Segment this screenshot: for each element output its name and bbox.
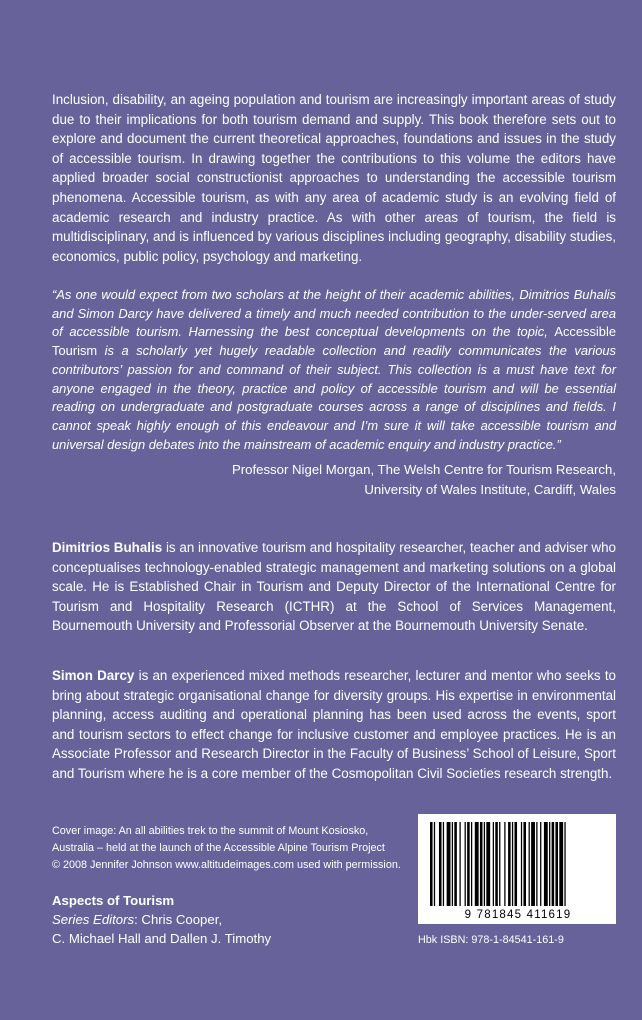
quote-book-title: Accessible Tourism (52, 324, 616, 359)
endorsement-quote (52, 286, 616, 454)
cover-credit-line-1: Cover image: An all abilities trek to the summit of Mount Kosiosko, (52, 825, 369, 837)
series-editors-line-1 (52, 910, 412, 929)
editor-bio-text-darcy: is an experienced mixed methods researcher, lecturer and mentor who seeks to bring about strategic organisational change for diversity groups. His expertise in environmental planning, access auditing and operational planning has been used across the events, sport and tourism sectors to effect change for inclusive customer and employee practices. He is an Associate Professor and Research Director in the Faculty of Business’ School of Leisure, Sport and Tourism where he is a core member of the Cosmopolitan Civil Societies research strength. (52, 668, 616, 781)
cover-image-credit (52, 823, 412, 873)
barcode-icon (418, 814, 616, 924)
editor-name-darcy: Simon Darcy (52, 668, 135, 683)
isbn-text: Hbk ISBN: 978-1-84541-161-9 (418, 934, 564, 946)
cover-credit-line-2: Australia – held at the launch of the Accessible Alpine Tourism Project (52, 841, 385, 854)
editor-name-buhalis: Dimitrios Buhalis (52, 540, 163, 555)
editor-bio-buhalis (52, 538, 616, 636)
isbn-barcode (418, 814, 616, 924)
series-editors-label: Series Editors (52, 912, 135, 928)
attribution-line-2: University of Wales Institute, Cardiff, Wales (364, 481, 616, 497)
quote-part-2: is a scholarly yet hugely readable collection and readily communicates the various contributors’ passion for and command of their subject. This collection is a must have text for anyone engaged in the theory, practice and policy of accessible tourism and will be essential reading on undergraduate and postgraduate courses across a range of disciplines and fields. I cannot speak highly enough of this endeavour and I’m sure it will take accessible tourism and universal design debates into the mainstream of academic enquiry and industry practice.” (52, 343, 616, 452)
editor-bio-darcy (52, 666, 616, 784)
book-description: Inclusion, disability, an ageing population and tourism are increasingly important areas of study due to their implications for both tourism demand and supply. This book therefore sets out to explore and document the current theoretical approaches, foundations and issues in the study of accessible tourism. In drawing together the contributions to this volume the editors have applied broader social constructionist approaches to understanding the accessible tourism phenomena. Accessible tourism, as with any area of academic study is an evolving field of academic research and industry practice. As with other areas of tourism, the field is multidisciplinary, and is influenced by various disciplines including geography, disability studies, economics, public policy, psychology and marketing. (52, 92, 616, 264)
series-info (52, 891, 412, 949)
series-editors-names-1: : Chris Cooper, (134, 912, 223, 928)
quote-part-1: “As one would expect from two scholars at the height of their academic abilities, Dimitrios Buhalis and Simon Darcy have delivered a timely and much needed contribution to the under-served area of accessible tourism. Harnessing the best conceptual developments on the topic, (52, 287, 616, 340)
cover-credit-line-3: © 2008 Jennifer Johnson www.altitudeimages.com used with permission. (52, 858, 401, 871)
barcode-digits: 9 781845 411619 (464, 909, 572, 921)
attribution-line-1: Professor Nigel Morgan, The Welsh Centre for Tourism Research, (231, 462, 616, 477)
endorsement-attribution (232, 460, 616, 499)
editor-bio-text-buhalis: is an innovative tourism and hospitality researcher, teacher and adviser who conceptualises technology-enabled strategic management and marketing solutions on a global scale. He is Established Chair in Tourism and Deputy Director of the International Centre for Tourism and Hospitality Research (ICTHR) at the School of Services Management, Bournemouth University and Professorial Observer at the Bournemouth University Senate. (52, 540, 616, 634)
series-title: Aspects of Tourism (52, 893, 175, 908)
series-editors-line-2: C. Michael Hall and Dallen J. Timothy (52, 931, 272, 947)
